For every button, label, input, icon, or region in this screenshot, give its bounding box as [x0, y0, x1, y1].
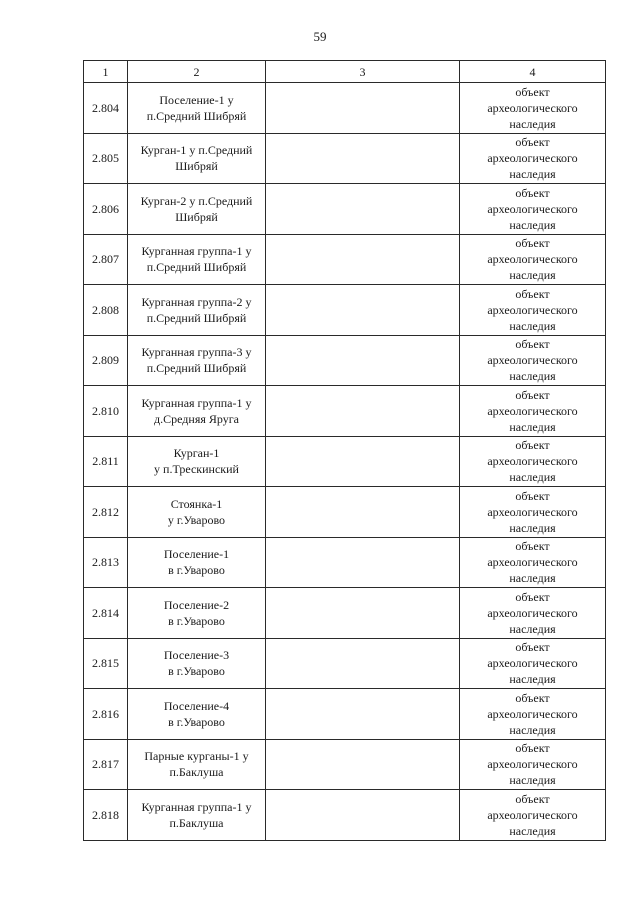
column-3-cell — [266, 588, 460, 639]
table-row — [84, 386, 606, 437]
object-name-cell: Поселение-2 в г.Уварово — [128, 588, 266, 639]
object-name-cell: Курган-1 у п.Средний Шибряй — [128, 133, 266, 184]
object-category-cell: объект археологического наследия — [460, 133, 606, 184]
table-row — [84, 133, 606, 184]
heritage-objects-table — [83, 60, 606, 841]
column-3-cell — [266, 285, 460, 336]
object-name-cell: Курган-1 у п.Трескинский — [128, 436, 266, 487]
row-number-cell: 2.814 — [84, 588, 128, 639]
object-category-cell: объект археологического наследия — [460, 83, 606, 134]
column-3-cell — [266, 487, 460, 538]
object-category-cell: объект археологического наследия — [460, 739, 606, 790]
object-name-cell: Поселение-4 в г.Уварово — [128, 689, 266, 740]
column-3-cell — [266, 790, 460, 841]
table-row — [84, 184, 606, 235]
row-number-cell: 2.807 — [84, 234, 128, 285]
table-row — [84, 83, 606, 134]
table-row — [84, 739, 606, 790]
column-number-3: 3 — [266, 61, 460, 83]
object-name-cell: Курганная группа-1 у д.Средняя Яруга — [128, 386, 266, 437]
row-number-cell: 2.808 — [84, 285, 128, 336]
column-3-cell — [266, 689, 460, 740]
table-body — [84, 61, 606, 841]
column-number-row — [84, 61, 606, 83]
column-3-cell — [266, 739, 460, 790]
column-number-4: 4 — [460, 61, 606, 83]
table-row — [84, 487, 606, 538]
object-name-cell: Курганная группа-3 у п.Средний Шибряй — [128, 335, 266, 386]
row-number-cell: 2.818 — [84, 790, 128, 841]
object-name-cell: Курганная группа-1 у п.Средний Шибряй — [128, 234, 266, 285]
table-row — [84, 285, 606, 336]
column-3-cell — [266, 638, 460, 689]
table-row — [84, 588, 606, 639]
table-row — [84, 689, 606, 740]
object-name-cell: Поселение-3 в г.Уварово — [128, 638, 266, 689]
object-name-cell: Курган-2 у п.Средний Шибряй — [128, 184, 266, 235]
object-category-cell: объект археологического наследия — [460, 285, 606, 336]
object-category-cell: объект археологического наследия — [460, 234, 606, 285]
object-category-cell: объект археологического наследия — [460, 537, 606, 588]
object-name-cell: Курганная группа-2 у п.Средний Шибряй — [128, 285, 266, 336]
column-3-cell — [266, 184, 460, 235]
column-3-cell — [266, 234, 460, 285]
object-name-cell: Поселение-1 в г.Уварово — [128, 537, 266, 588]
object-category-cell: объект археологического наследия — [460, 689, 606, 740]
row-number-cell: 2.817 — [84, 739, 128, 790]
row-number-cell: 2.806 — [84, 184, 128, 235]
column-3-cell — [266, 537, 460, 588]
table-row — [84, 638, 606, 689]
object-category-cell: объект археологического наследия — [460, 638, 606, 689]
column-3-cell — [266, 335, 460, 386]
row-number-cell: 2.805 — [84, 133, 128, 184]
object-category-cell: объект археологического наследия — [460, 386, 606, 437]
object-name-cell: Парные курганы-1 у п.Баклуша — [128, 739, 266, 790]
table-row — [84, 335, 606, 386]
object-category-cell: объект археологического наследия — [460, 790, 606, 841]
table-row — [84, 537, 606, 588]
row-number-cell: 2.810 — [84, 386, 128, 437]
row-number-cell: 2.812 — [84, 487, 128, 538]
object-category-cell: объект археологического наследия — [460, 588, 606, 639]
object-name-cell: Курганная группа-1 у п.Баклуша — [128, 790, 266, 841]
page-number: 59 — [313, 29, 327, 44]
row-number-cell: 2.816 — [84, 689, 128, 740]
row-number-cell: 2.811 — [84, 436, 128, 487]
object-name-cell: Стоянка-1 у г.Уварово — [128, 487, 266, 538]
table-row — [84, 790, 606, 841]
column-3-cell — [266, 83, 460, 134]
row-number-cell: 2.813 — [84, 537, 128, 588]
row-number-cell: 2.804 — [84, 83, 128, 134]
object-name-cell: Поселение-1 у п.Средний Шибряй — [128, 83, 266, 134]
column-3-cell — [266, 436, 460, 487]
column-number-2: 2 — [128, 61, 266, 83]
table-row — [84, 234, 606, 285]
row-number-cell: 2.809 — [84, 335, 128, 386]
column-number-1: 1 — [84, 61, 128, 83]
object-category-cell: объект археологического наследия — [460, 184, 606, 235]
column-3-cell — [266, 386, 460, 437]
table-row — [84, 436, 606, 487]
object-category-cell: объект археологического наследия — [460, 436, 606, 487]
row-number-cell: 2.815 — [84, 638, 128, 689]
column-3-cell — [266, 133, 460, 184]
object-category-cell: объект археологического наследия — [460, 335, 606, 386]
object-category-cell: объект археологического наследия — [460, 487, 606, 538]
